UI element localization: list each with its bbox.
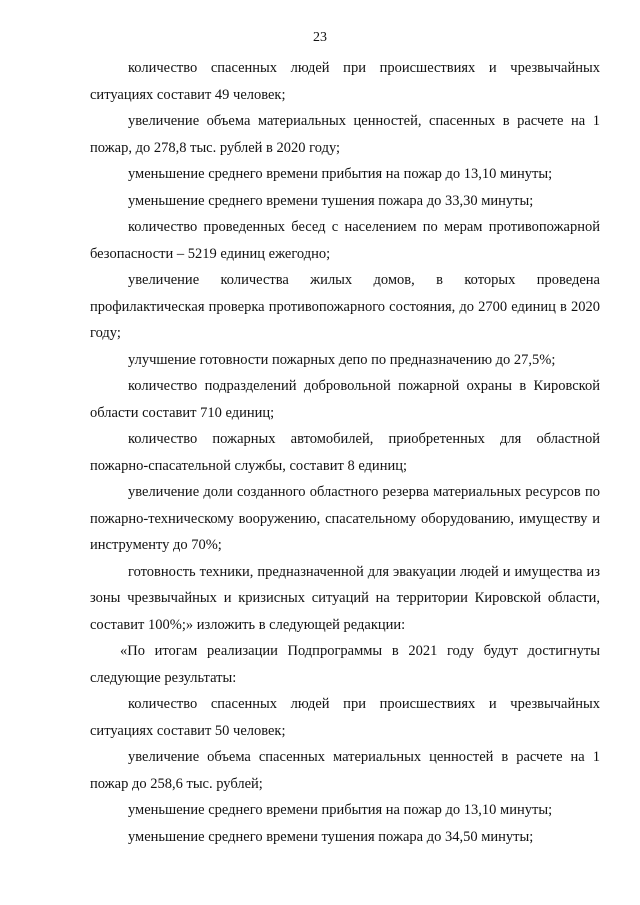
paragraph: увеличение объема спасенных материальных ценностей в расчете на 1 пожар до 258,6 тыс. рублей; (90, 749, 600, 792)
paragraph: улучшение готовности пожарных депо по предназначению до 27,5%; (128, 351, 556, 368)
paragraph: «По итогам реализации Подпрограммы в 2021 году будут достигнуты следующие результаты: (90, 643, 600, 686)
paragraph: увеличение доли созданного областного резерва материальных ресурсов по пожарно-техническому вооружению, спасательному оборудованию, имуществу и инструменту до 70%; (90, 484, 600, 553)
paragraph: увеличение количества жилых домов, в которых проведена профилактическая проверка противопожарного состояния, до 2700 единиц в 2020 году; (90, 272, 600, 341)
page-number: 23 (313, 30, 327, 45)
paragraph: уменьшение среднего времени прибытия на пожар до 13,10 минуты; (128, 166, 553, 182)
paragraph: уменьшение среднего времени прибытия на пожар до 13,10 минуты; (128, 802, 553, 818)
paragraph: готовность техники, предназначенной для эвакуации людей и имущества из зоны чрезвычайных и кризисных ситуаций на территории Кировской области, составит 100%;» изложить в следующей редакции: (90, 563, 600, 633)
paragraph: количество подразделений добровольной пожарной охраны в Кировской области составит 710 единиц; (90, 378, 600, 421)
paragraph: уменьшение среднего времени тушения пожара до 33,30 минуты; (128, 192, 534, 209)
paragraph: количество пожарных автомобилей, приобретенных для областной пожарно-спасательной службы, составит 8 единиц; (90, 431, 600, 474)
document-body (90, 55, 600, 850)
paragraph: увеличение объема материальных ценностей, спасенных в расчете на 1 пожар, до 278,8 тыс. рублей в 2020 году; (90, 113, 600, 156)
paragraph: уменьшение среднего времени тушения пожара до 34,50 минуты; (128, 828, 534, 845)
paragraph: количество проведенных бесед с населением по мерам противопожарной безопасности – 5219 единиц ежегодно; (90, 219, 600, 262)
paragraph: количество спасенных людей при происшествиях и чрезвычайных ситуациях составит 49 человек; (90, 60, 600, 103)
paragraph: количество спасенных людей при происшествиях и чрезвычайных ситуациях составит 50 человек; (90, 696, 600, 739)
